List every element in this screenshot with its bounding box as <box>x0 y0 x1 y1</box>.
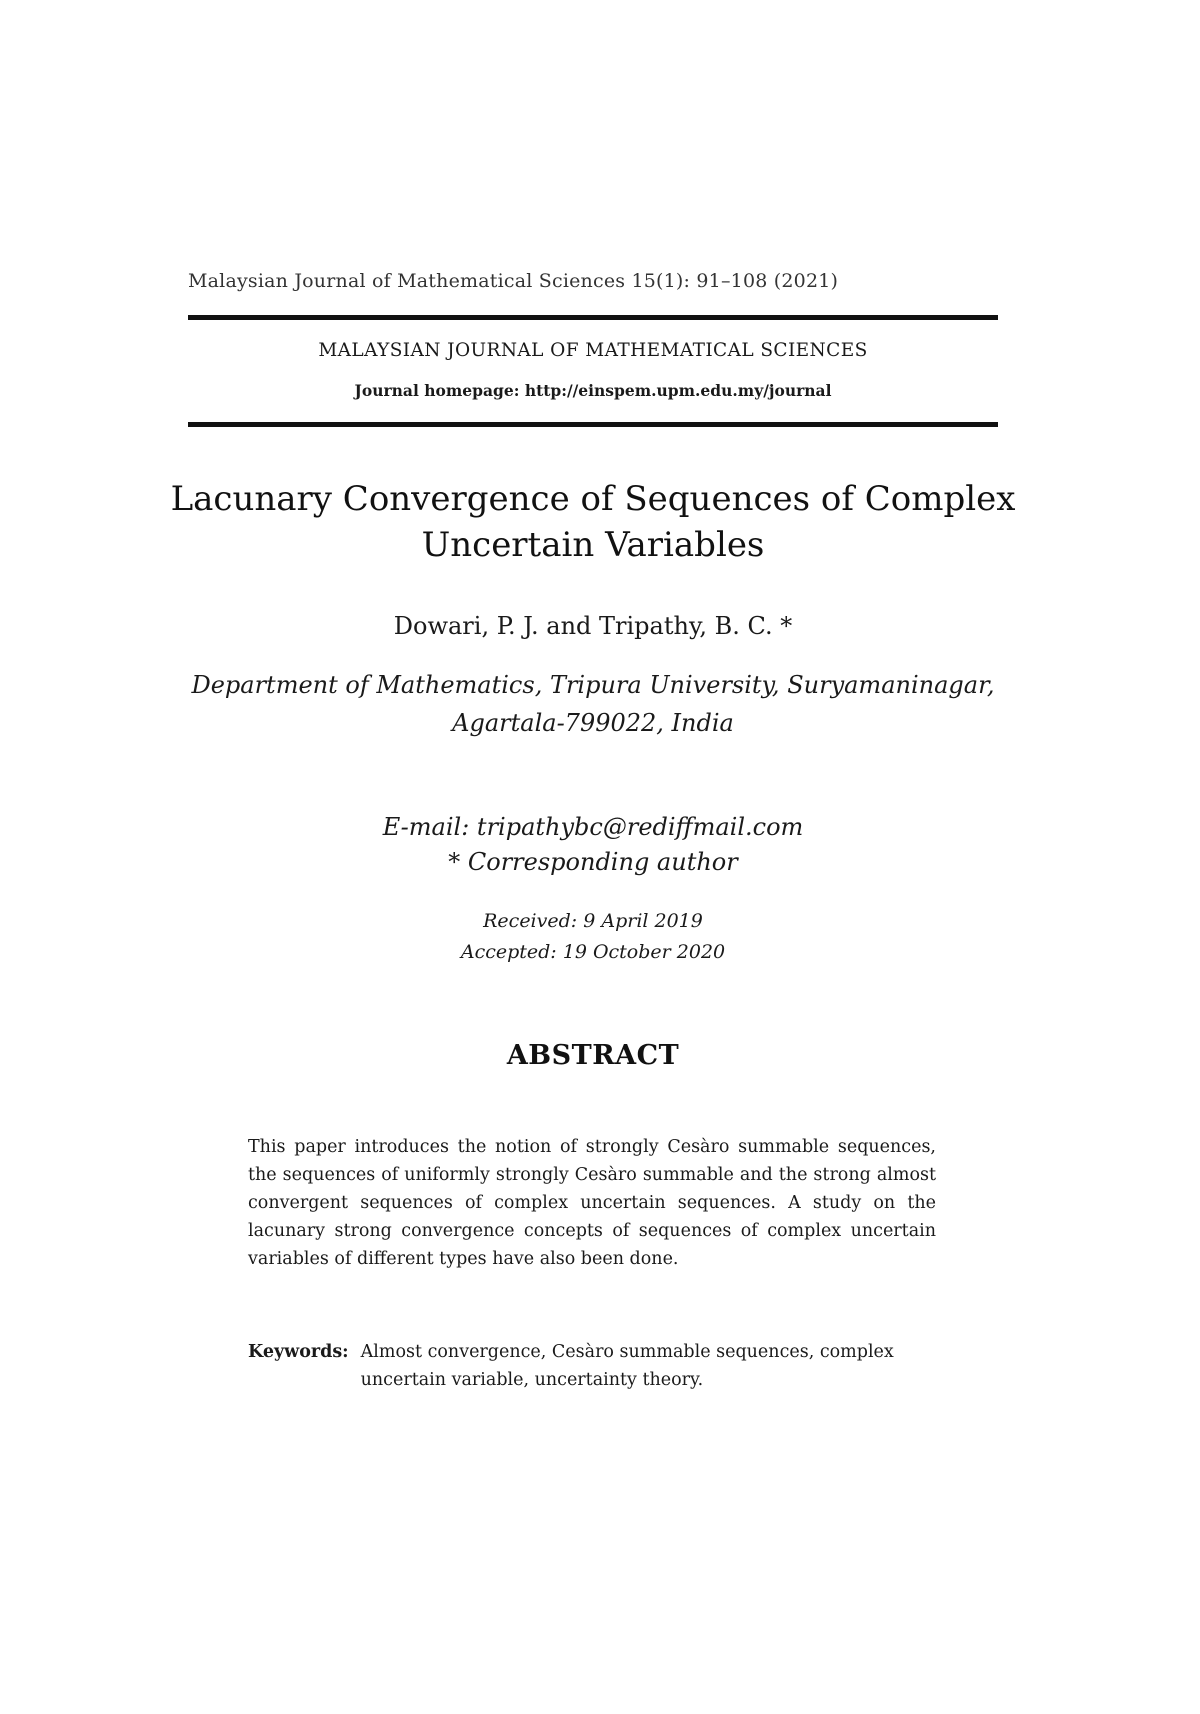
paper-title <box>150 476 1036 568</box>
accepted-date: Accepted: 19 October 2020 <box>460 941 726 963</box>
received-date: Received: 9 April 2019 <box>483 910 703 932</box>
keywords-text: Almost convergence, Cesàro summable sequences, complex uncertain variable, uncertainty theory. <box>360 1342 894 1390</box>
author-affiliation <box>170 666 1016 742</box>
abstract-body: This paper introduces the notion of strongly Cesàro summable sequences, the sequences of uniformly strongly Cesàro summable and the strong almost convergent sequences of complex uncertain sequences. A study on the lacunary strong convergence concepts of sequences of complex uncertain variables of different types have also been done. <box>248 1137 936 1269</box>
journal-citation: Malaysian Journal of Mathematical Sciences 15(1): 91–108 (2021) <box>188 270 839 292</box>
paper-title-line-1: Lacunary Convergence of Sequences of Complex <box>170 479 1016 519</box>
affiliation-line-2: Agartala-799022, India <box>452 709 734 737</box>
bottom-rule-divider <box>188 422 998 427</box>
paper-authors: Dowari, P. J. and Tripathy, B. C. * <box>393 612 793 640</box>
journal-homepage: Journal homepage: http://einspem.upm.edu.my/journal <box>354 381 832 400</box>
paper-title-line-2: Uncertain Variables <box>421 525 765 565</box>
abstract-heading: ABSTRACT <box>506 1040 680 1071</box>
keywords-section <box>248 1338 936 1394</box>
journal-name: MALAYSIAN JOURNAL OF MATHEMATICAL SCIENCES <box>318 340 868 361</box>
corresponding-author-note: * Corresponding author <box>448 848 738 876</box>
affiliation-line-1: Department of Mathematics, Tripura University, Suryamaninagar, <box>191 671 995 699</box>
top-rule-divider <box>188 315 998 320</box>
keywords-label: Keywords: <box>248 1342 349 1362</box>
author-email: E-mail: tripathybc@rediffmail.com <box>382 813 804 841</box>
